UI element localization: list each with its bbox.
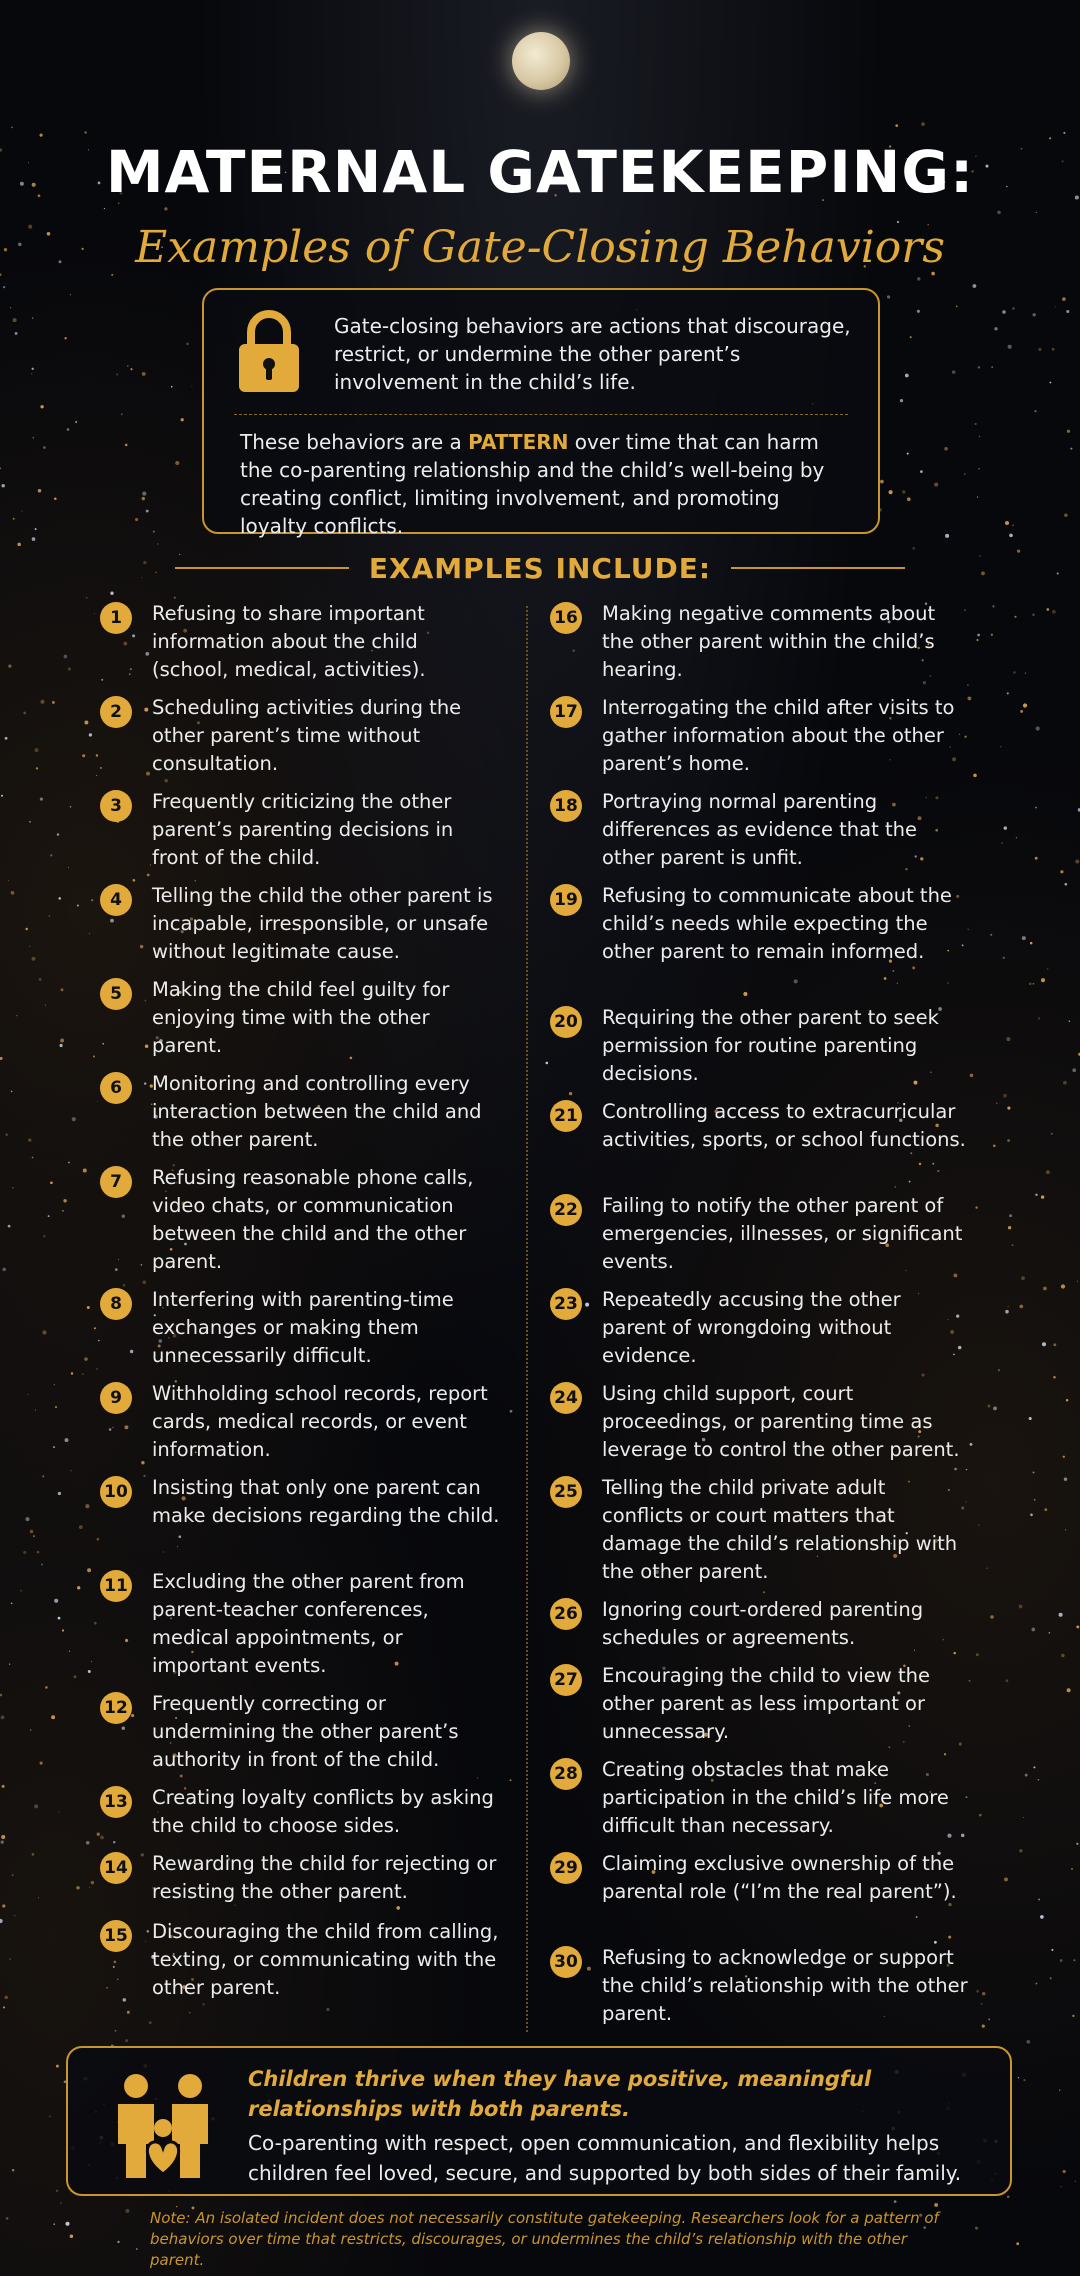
list-item xyxy=(100,1474,500,1530)
column-divider xyxy=(526,606,528,2032)
list-item xyxy=(550,1850,970,1906)
item-text: Ignoring court-ordered parenting schedules or agreements. xyxy=(602,1598,924,1649)
item-number-badge: 26 xyxy=(550,1598,582,1630)
list-item xyxy=(550,882,970,966)
item-number-badge: 30 xyxy=(550,1946,582,1978)
moon-icon xyxy=(512,32,570,90)
list-item xyxy=(100,788,500,872)
intro-divider xyxy=(234,414,848,415)
item-number-badge: 19 xyxy=(550,884,582,916)
list-item xyxy=(100,1690,500,1774)
item-number-badge: 9 xyxy=(100,1382,132,1414)
item-text: Creating loyalty conflicts by asking the child to choose sides. xyxy=(152,1786,494,1837)
list-item xyxy=(100,600,500,684)
family-icon xyxy=(108,2070,218,2180)
item-number-badge: 4 xyxy=(100,884,132,916)
item-number-badge: 11 xyxy=(100,1570,132,1602)
item-text: Encouraging the child to view the other parent as less important or unnecessary. xyxy=(602,1664,930,1743)
list-item xyxy=(550,1474,970,1586)
list-item xyxy=(100,694,500,778)
item-text: Telling the child private adult conflicts or court matters that damage the child’s relationship with the other parent. xyxy=(602,1476,958,1583)
item-text: Creating obstacles that make participation in the child’s life more difficult than necessary. xyxy=(602,1758,949,1837)
bottom-message-box xyxy=(66,2046,1012,2196)
pattern-text-after: over time that can harm the co-parenting relationship and the child’s well-being by creating conflict, limiting involvement, and promoting loyalty conflicts. xyxy=(240,430,825,538)
item-number-badge: 3 xyxy=(100,790,132,822)
footnote: Note: An isolated incident does not necessarily constitute gatekeeping. Researchers look for a pattern of behaviors over time that restricts, discourages, or undermines the child’s relationship with the other parent. xyxy=(150,2209,939,2269)
pattern-highlight: PATTERN xyxy=(468,430,569,454)
bottom-headline: Children thrive when they have positive, meaningful relationships with both parents. xyxy=(248,2067,872,2121)
item-text: Insisting that only one parent can make decisions regarding the child. xyxy=(152,1476,500,1527)
item-text: Excluding the other parent from parent-teacher conferences, medical appointments, or important events. xyxy=(152,1570,465,1677)
list-item xyxy=(550,1662,970,1746)
item-text: Controlling access to extracurricular activities, sports, or school functions. xyxy=(602,1100,966,1151)
list-item xyxy=(100,1070,500,1154)
item-text: Telling the child the other parent is incapable, irresponsible, or unsafe without legitimate cause. xyxy=(152,884,493,963)
list-item xyxy=(550,1380,970,1464)
list-item xyxy=(550,1286,970,1370)
pattern-text-before: These behaviors are a xyxy=(240,430,469,454)
header-line-left xyxy=(175,567,349,569)
item-number-badge: 7 xyxy=(100,1166,132,1198)
list-item xyxy=(550,600,970,684)
item-number-badge: 5 xyxy=(100,978,132,1010)
list-item xyxy=(550,1004,970,1088)
item-text: Interfering with parenting-time exchanges or making them unnecessarily difficult. xyxy=(152,1288,454,1367)
item-text: Frequently criticizing the other parent’s parenting decisions in front of the child. xyxy=(152,790,454,869)
item-number-badge: 25 xyxy=(550,1476,582,1508)
item-text: Discouraging the child from calling, texting, or communicating with the other parent. xyxy=(152,1920,499,1999)
intro-box xyxy=(202,288,880,538)
bottom-body-text: Co-parenting with respect, open communication, and flexibility helps children feel loved, secure, and supported by both sides of their family. xyxy=(248,2131,962,2185)
list-item xyxy=(550,788,970,872)
item-text: Portraying normal parenting differences as evidence that the other parent is unfit. xyxy=(602,790,917,869)
item-text: Monitoring and controlling every interaction between the child and the other parent. xyxy=(152,1072,482,1151)
item-number-badge: 2 xyxy=(100,696,132,728)
item-number-badge: 20 xyxy=(550,1006,582,1038)
examples-header-label: EXAMPLES INCLUDE: xyxy=(368,551,712,585)
item-number-badge: 21 xyxy=(550,1100,582,1132)
list-item xyxy=(100,976,500,1060)
header-line-right xyxy=(731,567,905,569)
item-number-badge: 23 xyxy=(550,1288,582,1320)
item-text: Rewarding the child for rejecting or resisting the other parent. xyxy=(152,1852,497,1903)
list-item xyxy=(100,1286,500,1370)
item-text: Frequently correcting or undermining the other parent’s authority in front of the child. xyxy=(152,1692,459,1771)
item-text: Failing to notify the other parent of emergencies, illnesses, or significant events. xyxy=(602,1194,963,1273)
list-item xyxy=(100,1850,500,1906)
item-number-badge: 8 xyxy=(100,1288,132,1320)
item-text: Repeatedly accusing the other parent of wrongdoing without evidence. xyxy=(602,1288,901,1367)
item-text: Using child support, court proceedings, or parenting time as leverage to control the other parent. xyxy=(602,1382,960,1461)
item-number-badge: 17 xyxy=(550,696,582,728)
item-number-badge: 22 xyxy=(550,1194,582,1226)
item-number-badge: 13 xyxy=(100,1786,132,1818)
item-text: Claiming exclusive ownership of the parental role (“I’m the real parent”). xyxy=(602,1852,957,1903)
item-text: Interrogating the child after visits to gather information about the other parent’s home. xyxy=(602,696,955,775)
page-subtitle: Examples of Gate-Closing Behaviors xyxy=(135,222,945,273)
item-text: Refusing to communicate about the child’s needs while expecting the other parent to remain informed. xyxy=(602,884,952,963)
item-text: Refusing to acknowledge or support the child’s relationship with the other parent. xyxy=(602,1946,968,2025)
item-number-badge: 27 xyxy=(550,1664,582,1696)
item-number-badge: 6 xyxy=(100,1072,132,1104)
item-number-badge: 1 xyxy=(100,602,132,634)
page-title: MATERNAL GATEKEEPING: xyxy=(105,138,975,206)
list-item xyxy=(100,1380,500,1464)
list-item xyxy=(100,1164,500,1276)
item-text: Refusing to share important information about the child (school, medical, activities). xyxy=(152,602,426,681)
lock-icon xyxy=(234,306,304,396)
item-number-badge: 28 xyxy=(550,1758,582,1790)
item-text: Refusing reasonable phone calls, video chats, or communication between the child and the other parent. xyxy=(152,1166,474,1273)
item-text: Scheduling activities during the other parent’s time without consultation. xyxy=(152,696,462,775)
item-number-badge: 10 xyxy=(100,1476,132,1508)
item-number-badge: 29 xyxy=(550,1852,582,1884)
list-item xyxy=(550,1596,970,1652)
item-number-badge: 15 xyxy=(100,1920,132,1952)
item-number-badge: 16 xyxy=(550,602,582,634)
list-item xyxy=(100,1784,500,1840)
list-item xyxy=(100,1918,500,2002)
item-text: Making negative comments about the other parent within the child’s hearing. xyxy=(602,602,936,681)
list-item xyxy=(550,694,970,778)
intro-pattern-text xyxy=(240,428,850,540)
item-text: Requiring the other parent to seek permission for routine parenting decisions. xyxy=(602,1006,939,1085)
list-item xyxy=(550,1944,970,2028)
list-item xyxy=(550,1756,970,1840)
item-text: Making the child feel guilty for enjoying time with the other parent. xyxy=(152,978,450,1057)
list-item xyxy=(100,1568,500,1680)
item-number-badge: 12 xyxy=(100,1692,132,1724)
item-number-badge: 24 xyxy=(550,1382,582,1414)
item-text: Withholding school records, report cards, medical records, or event information. xyxy=(152,1382,488,1461)
list-item xyxy=(100,882,500,966)
list-item xyxy=(550,1192,970,1276)
intro-definition: Gate-closing behaviors are actions that discourage, restrict, or undermine the other parent’s involvement in the child’s life. xyxy=(334,314,851,394)
item-number-badge: 18 xyxy=(550,790,582,822)
item-number-badge: 14 xyxy=(100,1852,132,1884)
examples-header xyxy=(175,550,905,586)
list-item xyxy=(550,1098,970,1154)
